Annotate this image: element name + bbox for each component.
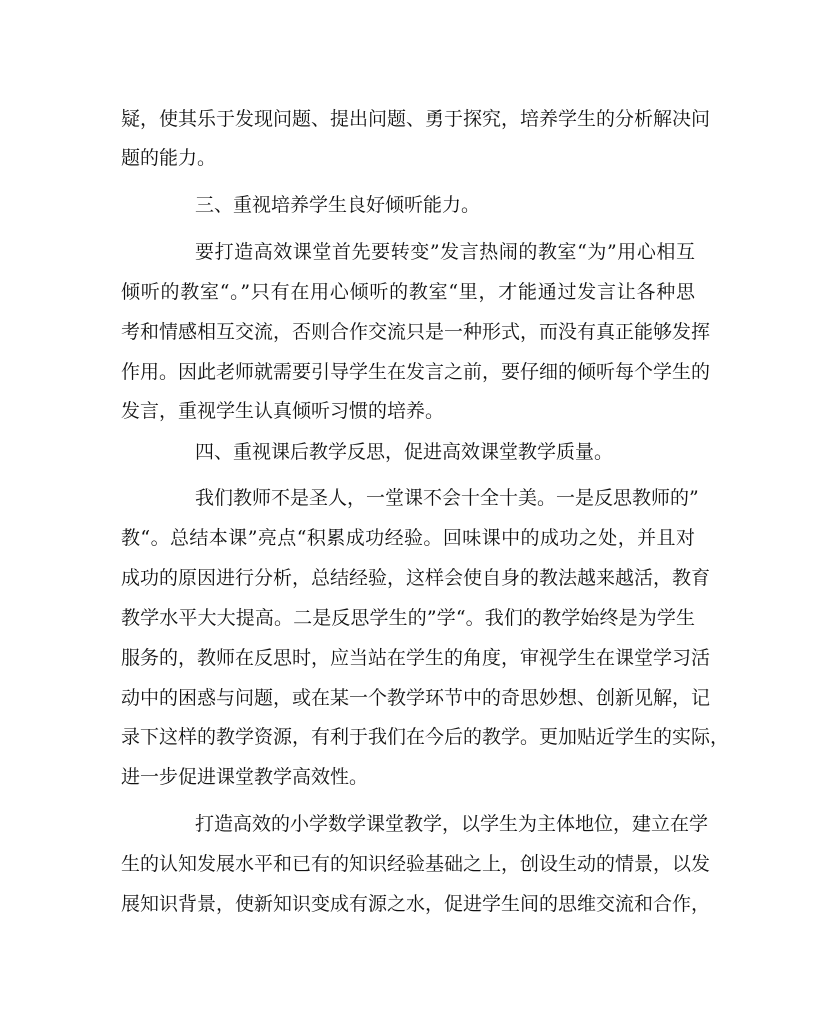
text-line-18: 打造高效的小学数学课堂教学，以学生为主体地位，建立在学 (195, 813, 709, 835)
text-line-16: 录下这样的教学资源，有利于我们在今后的教学。更加贴近学生的实际， (121, 726, 730, 748)
text-line-11: 教“。总结本课”亮点“积累成功经验。回味课中的成功之处，并且对 (121, 527, 695, 549)
text-line-13: 教学水平大大提高。二是反思学生的”学“。我们的教学始终是为学生 (121, 607, 695, 629)
text-line-4: 要打造高效课堂首先要转变”发言热闹的教室“为”用心相互 (195, 241, 695, 263)
text-line-14: 服务的，教师在反思时，应当站在学生的角度，审视学生在课堂学习活 (121, 647, 711, 669)
text-line-17: 进一步促进课堂教学高效性。 (121, 766, 369, 788)
text-line-5: 倾听的教室“。”只有在用心倾听的教室“里，才能通过发言让各种思 (121, 281, 695, 303)
text-line-19: 生的认知发展水平和已有的知识经验基础之上，创设生动的情景，以发 (121, 853, 711, 875)
text-line-6: 考和情感相互交流，否则合作交流只是一种形式，而没有真正能够发挥 (121, 321, 711, 343)
text-line-1: 疑，使其乐于发现问题、提出问题、勇于探究，培养学生的分析解决问 (121, 108, 711, 130)
text-line-15: 动中的困惑与问题，或在某一个教学环节中的奇思妙想、创新见解，记 (121, 687, 711, 709)
text-line-12: 成功的原因进行分析，总结经验，这样会使自身的教法越来越活，教育 (121, 567, 711, 589)
text-line-10: 我们教师不是圣人，一堂课不会十全十美。一是反思教师的” (195, 487, 699, 509)
text-line-8: 发言，重视学生认真倾听习惯的培养。 (121, 400, 445, 422)
section-heading-3: 三、重视培养学生良好倾听能力。 (195, 194, 481, 216)
section-heading-4: 四、重视课后教学反思，促进高效课堂教学质量。 (195, 441, 614, 463)
text-line-2: 题的能力。 (121, 147, 217, 169)
text-line-20: 展知识背景，使新知识变成有源之水，促进学生间的思维交流和合作， (121, 893, 711, 915)
text-line-7: 作用。因此老师就需要引导学生在发言之前，要仔细的倾听每个学生的 (121, 361, 711, 383)
